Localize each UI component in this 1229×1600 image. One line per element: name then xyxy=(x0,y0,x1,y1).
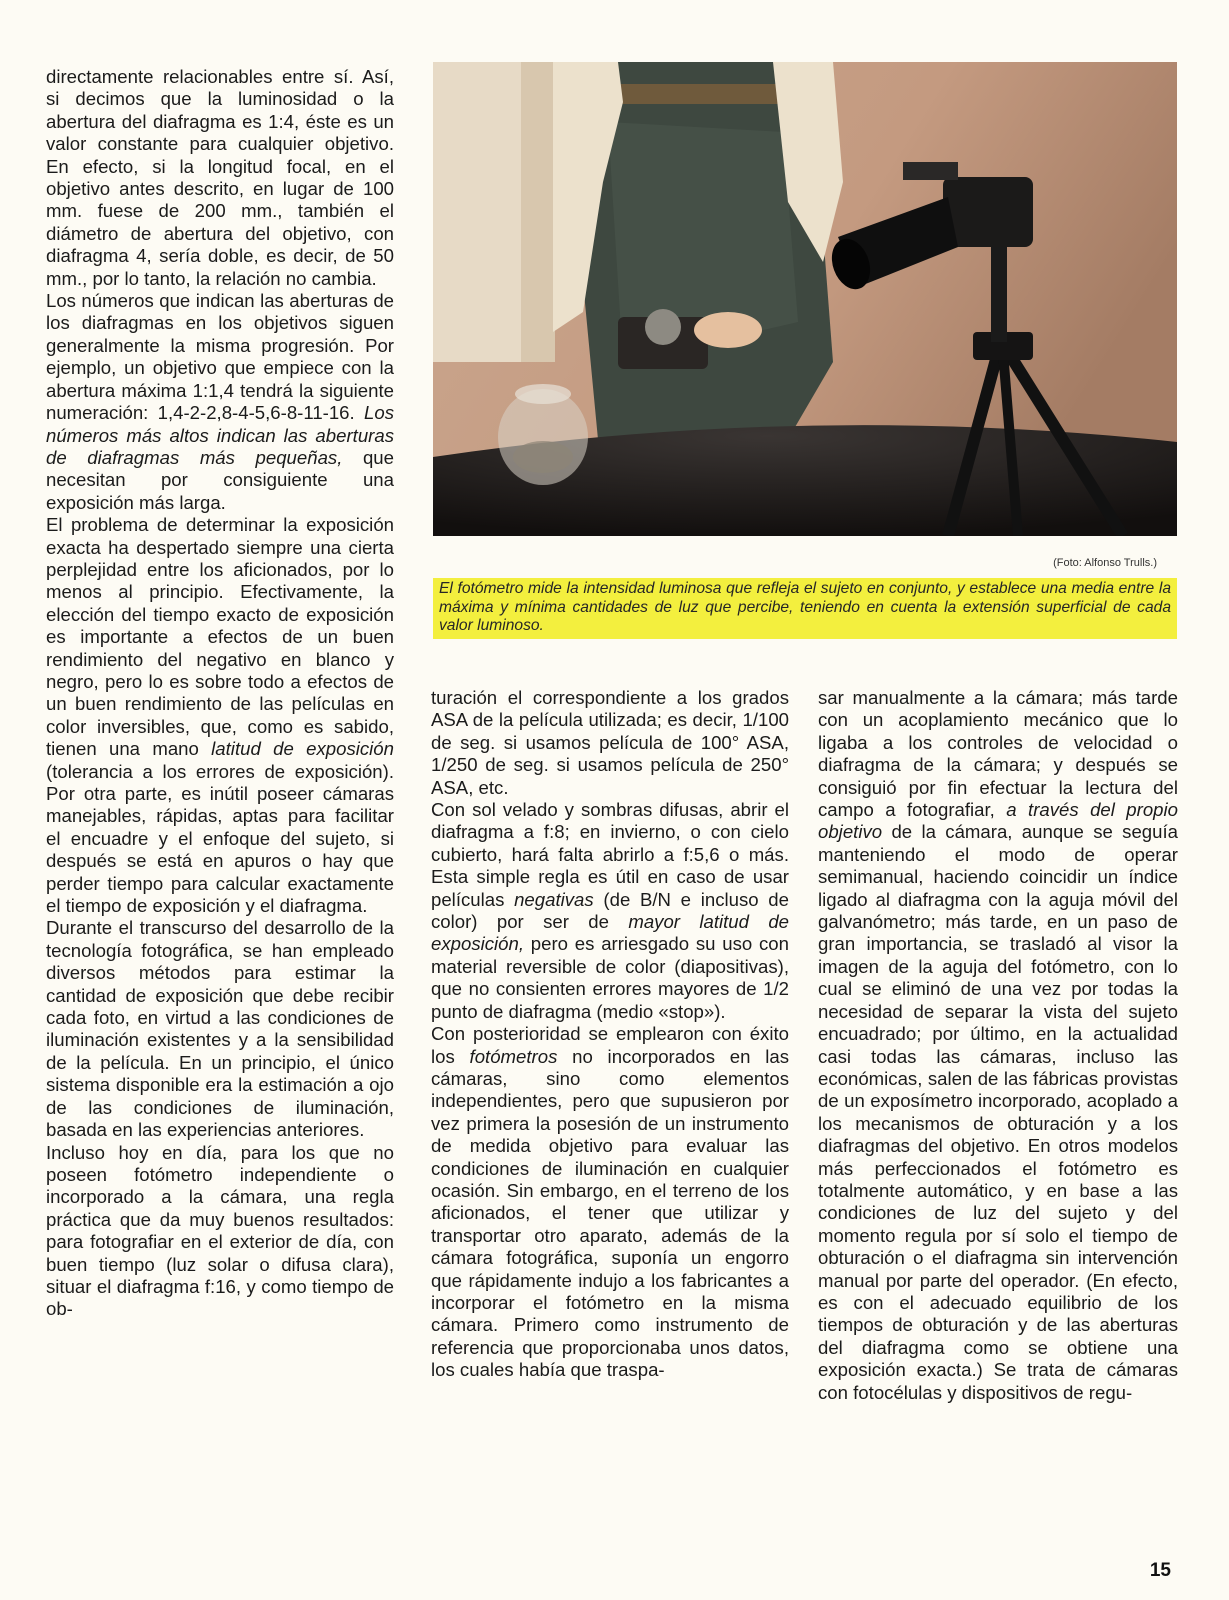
text-column-2 xyxy=(431,687,789,1382)
italic-text: a través del propio objetivo xyxy=(818,799,1178,843)
text-column-3 xyxy=(818,687,1178,1404)
paragraph xyxy=(46,917,394,1141)
italic-text: negativas xyxy=(514,888,594,910)
text-run: sar manualmente a la cámara; más tarde con un acoplamiento mecánico que lo ligaba a los controles de velocidad o diafragma de la cámara; y después se consiguió por fin efectuar la lectura del campo a fotografiar, xyxy=(818,687,1178,821)
paragraph xyxy=(46,66,394,290)
italic-text: latitud de exposición xyxy=(211,738,394,760)
italic-text: mayor latitud de exposición, xyxy=(431,911,790,955)
text-run: de la cámara, aunque se seguía manteniendo el modo de operar semimanual, haciendo coincidir un índice ligado al diafragma con la aguja móvil del galvanómetro; más tarde, en un paso de gran importancia, se trasladó al visor la imagen de la aguja del fotómetro, con lo cual se eliminó de una vez por todas la necesidad de separar la vista del sujeto encuadrado; por último, en la actualidad casi todas las cámaras, incluso las económicas, salen de las fábricas provistas de un exposímetro incorporado, acoplado a los mecanismos de obturación y a los diafragmas del objetivo. En otros modelos más perfeccionados el fotómetro es totalmente automático, y en base a las condiciones de luz del sujeto y del momento regula por sí solo el tiempo de obturación o el diafragma sin intervención manual por parte del operador. (En efecto, es con el adecuado equilibrio de los tiempos de obturación y de las aberturas del diafragma como se obtiene una exposición exacta.) Se trata de cámaras con fotocélulas y dispositivos de regu- xyxy=(818,821,1178,1403)
text-run: El problema de determinar la exposición exacta ha despertado siempre una cierta perplejidad entre los aficionados, por lo menos al principio. Efectivamente, la elección del tiempo exacto de exposición es importante a efectos de un buen rendimiento del negativo en blanco y negro, pero lo es sobre todo a efectos de un buen rendimiento de las películas en color inversibles, que, como es sabido, tienen una mano xyxy=(46,514,394,760)
text-run: Incluso hoy en día, para los que no poseen fotómetro independiente o incorporado a la cámara, una regla práctica que da muy buenos resultados: para fotografiar en el exterior de día, con buen tiempo (luz solar o difusa clara), situar el diafragma f:16, y como tiempo de ob- xyxy=(46,1141,394,1320)
italic-text: Los números más altos indican las aberturas de diafragmas más pequeñas, xyxy=(46,402,394,468)
paragraph xyxy=(46,514,394,917)
photo-caption: El fotómetro mide la intensidad luminosa que refleja el sujeto en conjunto, y establece una media entre la máxima y mínima cantidades de luz que percibe, teniendo en cuenta la extensión superficial de cada valor luminoso. xyxy=(433,578,1177,639)
text-run: (de B/N e incluso de color) por ser de xyxy=(431,888,789,933)
page-number: 15 xyxy=(1149,1560,1171,1581)
text-run: Con posterioridad se emplearon con éxito los xyxy=(431,1023,789,1067)
text-run: Los números que indican las aberturas de los diafragmas en los objetivos siguen generalmente la misma progresión. Por ejemplo, un objetivo que empiece con la abertura máxima 1:1,4 tendrá la siguiente numeración: 1,4-2-2,8-4-5,6-8-11-16. xyxy=(46,290,394,424)
paragraph xyxy=(431,1023,789,1382)
paragraph xyxy=(46,290,394,514)
italic-text: fotómetros xyxy=(469,1045,558,1067)
paragraph xyxy=(431,687,789,799)
text-run: Con sol velado y sombras difusas, abrir el diafragma a f:8; en invierno, o con cielo cubierto, hará falta abrirlo a f:5,6 o más. Esta simple regla es útil en caso de usar películas xyxy=(431,799,789,910)
text-column-1 xyxy=(46,66,394,1321)
paragraph xyxy=(431,799,789,1023)
text-run: (tolerancia a los errores de exposición). Por otra parte, es inútil poseer cámaras manejables, rápidas, aptas para facilitar el encuadre y el enfoque del sujeto, si después se está en apuros o hay que perder tiempo para calcular exactamente el tiempo de exposición y el diafragma. xyxy=(46,760,394,917)
text-run: pero es arriesgado su uso con material reversible de color (diapositivas), que no consienten errores mayores de 1/2 punto de diafragma (medio «stop»). xyxy=(431,933,789,1022)
paragraph xyxy=(46,1142,394,1321)
text-run: que necesitan por consiguiente una exposición más larga. xyxy=(46,446,394,513)
text-run: directamente relacionables entre sí. Así, si decimos que la luminosidad o la abertura del diafragma es 1:4, éste es un valor constante para cualquier objetivo. En efecto, si la longitud focal, en el objetivo antes descrito, en lugar de 100 mm. fuese de 200 mm., también el diámetro de abertura del objetivo, con diafragma 4, sería doble, es decir, de 50 mm., por lo tanto, la relación no cambia. xyxy=(46,66,394,289)
photo-credit: (Foto: Alfonso Trulls.) xyxy=(1053,557,1157,569)
photo xyxy=(433,62,1177,536)
text-run: Durante el transcurso del desarrollo de la tecnología fotográfica, se han empleado diversos métodos para estimar la cantidad de exposición que debe recibir cada foto, en virtud a las condiciones de iluminación existentes y a la sensibilidad de la película. En un principio, el único sistema disponible era la estimación a ojo de las condiciones de iluminación, basada en las experiencias anteriores. xyxy=(46,917,394,1141)
paragraph xyxy=(818,687,1178,1404)
text-run: no incorporados en las cámaras, sino como elementos independientes, pero que supusieron por vez primera la posesión de un instrumento de medida objetivo para evaluar las condiciones de iluminación en cualquier ocasión. Sin embargo, en el terreno de los aficionados, el tener que utilizar y transportar otro aparato, además de la cámara fotográfica, suponía un engorro que rápidamente indujo a los fabricantes a incorporar el fotómetro en la misma cámara. Primero como instrumento de referencia que proporcionaba unos datos, los cuales había que traspa- xyxy=(431,1045,790,1381)
text-run: turación el correspondiente a los grados ASA de la película utilizada; es decir, 1/100 de seg. si usamos película de 100° ASA, 1/250 de seg. si usamos película de 250° ASA, etc. xyxy=(431,687,789,798)
